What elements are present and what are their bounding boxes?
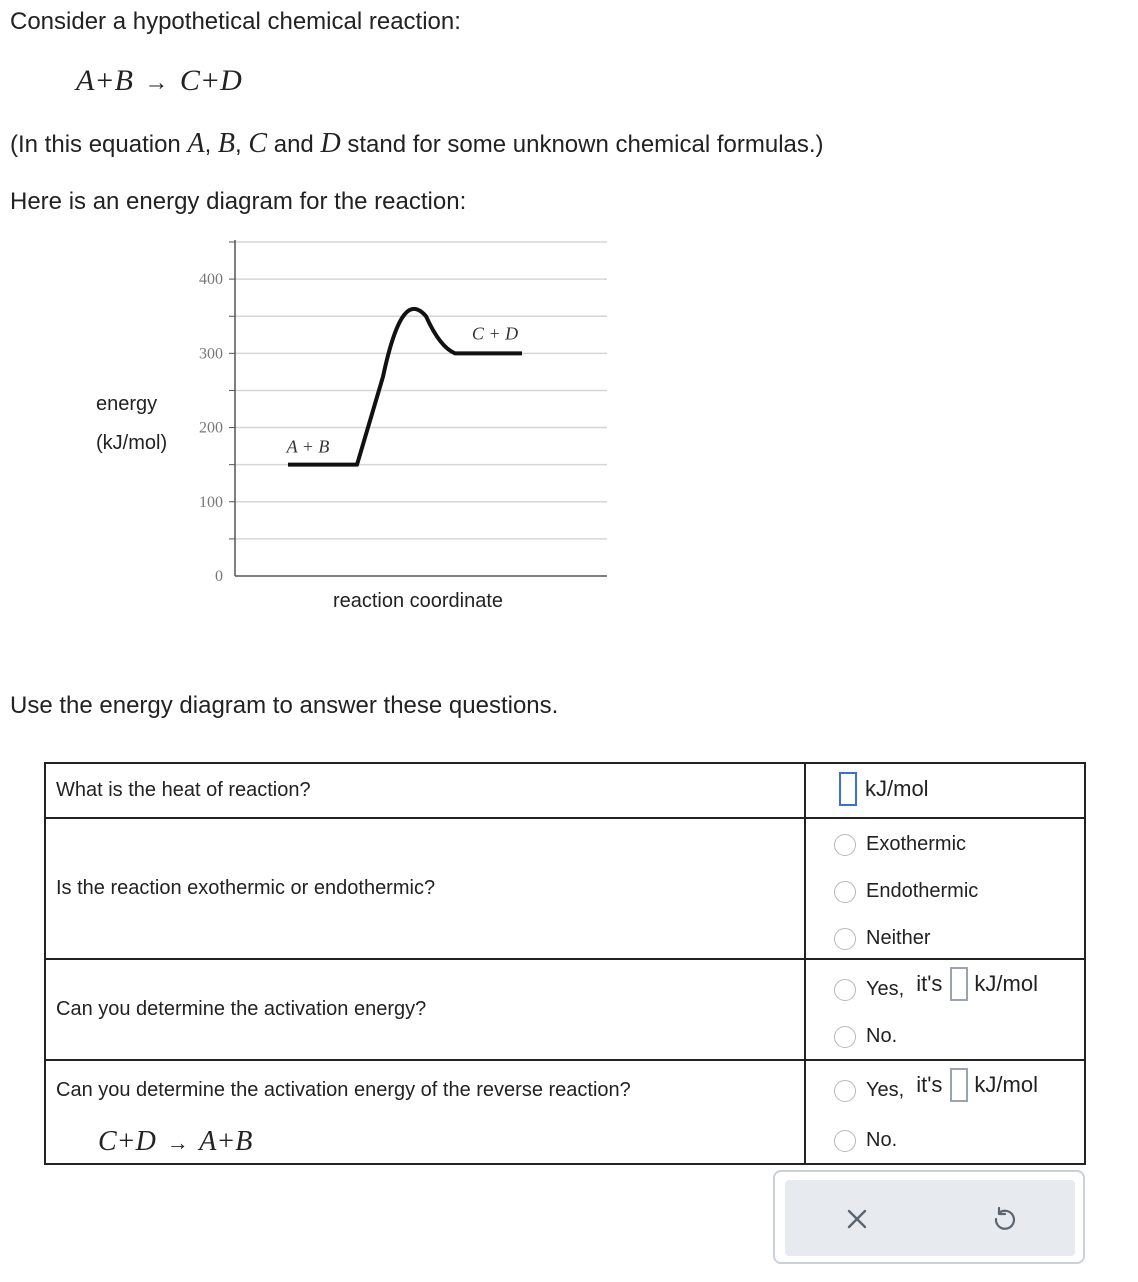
option-endothermic[interactable]: Endothermic (834, 880, 978, 903)
table-row (45, 959, 1085, 1060)
reaction-equation (76, 64, 242, 98)
table-row (45, 763, 1085, 818)
y-axis-label: energy (96, 393, 158, 415)
reactants-label: A + B (286, 436, 330, 457)
action-bar (773, 1170, 1085, 1264)
equation-rhs: C+D (179, 64, 242, 97)
y-tick-label: 400 (199, 271, 223, 289)
equation-lhs: A+B (76, 64, 133, 97)
radio-reverse-yes[interactable] (834, 1080, 856, 1102)
radio-endothermic[interactable] (834, 881, 856, 903)
y-tick-label: 100 (199, 493, 223, 511)
undo-icon (990, 1205, 1018, 1233)
action-panel (785, 1180, 1075, 1256)
x-axis-label: reaction coordinate (332, 590, 504, 612)
question-exo-endo: Is the reaction exothermic or endothermic? (45, 818, 805, 959)
table-row (45, 1060, 1085, 1164)
radio-activation-yes[interactable] (834, 979, 856, 1001)
heat-input[interactable] (839, 772, 857, 806)
question-table (44, 762, 1086, 1165)
activation-input[interactable] (950, 967, 968, 1001)
option-exothermic[interactable]: Exothermic (834, 833, 966, 856)
diagram-intro: Here is an energy diagram for the reaction: (10, 188, 467, 215)
x-icon (845, 1207, 869, 1231)
option-reverse-no[interactable]: No. (834, 1129, 897, 1152)
answer-activation (805, 959, 1085, 1060)
question-reverse-activation: Can you determine the activation energy of the reverse reaction? C+D → A+B (45, 1060, 805, 1164)
reverse-equation: C+D → A+B (98, 1126, 253, 1157)
instructions: Use the energy diagram to answer these questions. (10, 692, 559, 719)
radio-neither[interactable] (834, 928, 856, 950)
question-heat: What is the heat of reaction? (45, 763, 805, 818)
table-row (45, 818, 1085, 959)
equation-arrow: → (144, 70, 169, 96)
y-tick-label: 300 (199, 345, 223, 363)
radio-reverse-no[interactable] (834, 1130, 856, 1152)
y-tick-label: 200 (199, 419, 223, 437)
y-axis-label-unit: (kJ/mol) (96, 432, 168, 454)
intro-note: (In this equation A, B, C and D stand for some unknown chemical formulas.) (10, 128, 824, 159)
answer-heat (805, 763, 1085, 818)
question-activation: Can you determine the activation energy? (45, 959, 805, 1060)
option-activation-yes[interactable]: Yes, it's kJ/mol (834, 966, 1038, 1001)
products-label: C + D (471, 323, 519, 344)
answer-reverse-activation (805, 1060, 1085, 1164)
y-tick-label: 0 (215, 568, 223, 585)
intro-line: Consider a hypothetical chemical reaction: (10, 8, 461, 35)
undo-button[interactable] (987, 1202, 1021, 1236)
radio-exothermic[interactable] (834, 834, 856, 856)
clear-button[interactable] (840, 1202, 874, 1236)
heat-unit: kJ/mol (865, 776, 929, 801)
answer-exo-endo (805, 818, 1085, 959)
radio-activation-no[interactable] (834, 1026, 856, 1048)
reverse-activation-input[interactable] (950, 1068, 968, 1102)
option-activation-no[interactable]: No. (834, 1025, 897, 1048)
option-neither[interactable]: Neither (834, 927, 930, 950)
energy-diagram (0, 230, 640, 630)
option-reverse-yes[interactable]: Yes, it's kJ/mol (834, 1067, 1038, 1102)
